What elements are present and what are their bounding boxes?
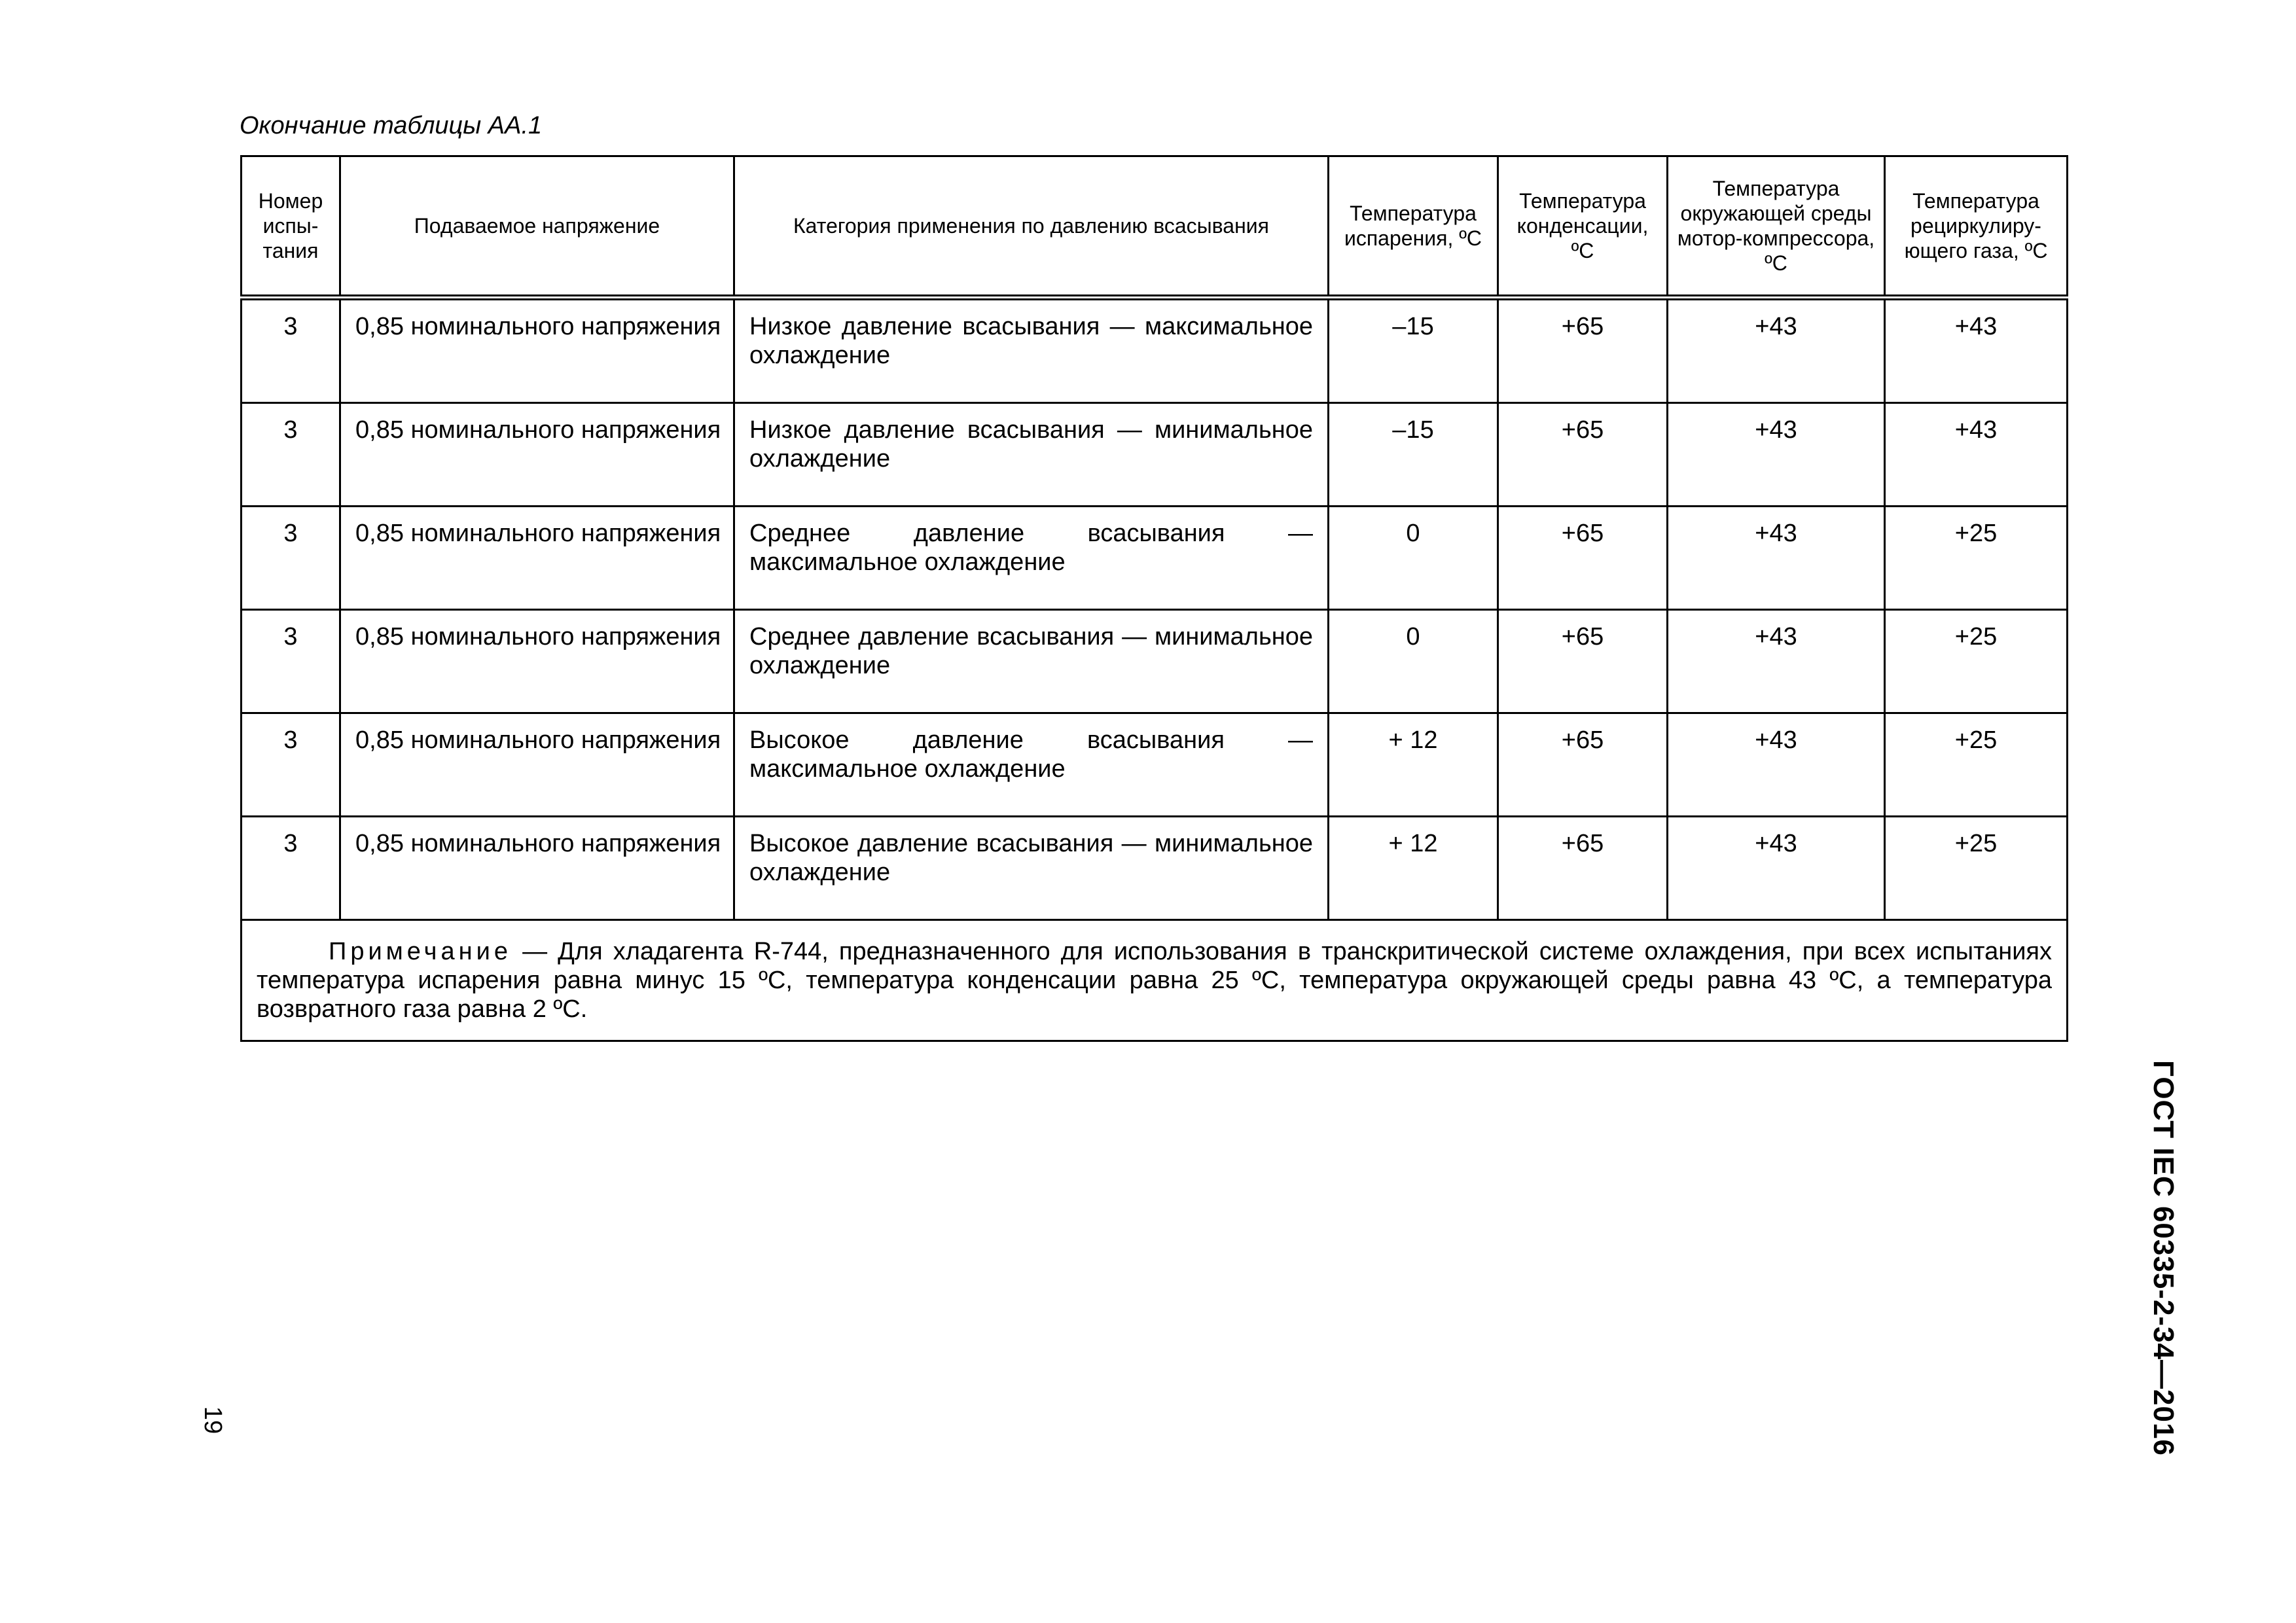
test-conditions-table — [240, 155, 2068, 1042]
cell-evaporating-temp: 0 — [1329, 610, 1498, 713]
note-label: Примечание — [329, 938, 512, 965]
cell-voltage: 0,85 номинального напряжения — [340, 507, 734, 610]
cell-category: Высокое давление всасывания — минимальное охлаждение — [734, 817, 1329, 920]
cell-evaporating-temp: + 12 — [1329, 817, 1498, 920]
header-supply-voltage: Подаваемое напряжение — [340, 156, 734, 298]
header-test-number: Номер испы-тания — [242, 156, 340, 298]
table-row — [242, 298, 2068, 403]
cell-test-number: 3 — [242, 817, 340, 920]
header-evaporating-temperature: Температура испарения, ºС — [1329, 156, 1498, 298]
cell-category: Высокое давление всасывания — максимальное охлаждение — [734, 713, 1329, 817]
cell-ambient-temp: +43 — [1668, 507, 1885, 610]
cell-return-gas-temp: +25 — [1885, 817, 2068, 920]
header-ambient-temperature: Температура окружающей среды мотор-компрессора, ºС — [1668, 156, 1885, 298]
cell-condensing-temp: +65 — [1498, 610, 1668, 713]
cell-return-gas-temp: +25 — [1885, 507, 2068, 610]
note-text: — Для хладагента R-744, предназначенного для использования в транскритической системе охлаждения, при всех испытаниях температура испарения равна минус 15 ºС, температура конденсации равна 25 ºС, температура окружающей среды равна 43 ºС, а температура возвратного газа равна 2 ºС. — [257, 938, 2052, 1023]
cell-voltage: 0,85 номинального напряжения — [340, 817, 734, 920]
cell-condensing-temp: +65 — [1498, 713, 1668, 817]
cell-ambient-temp: +43 — [1668, 610, 1885, 713]
cell-ambient-temp: +43 — [1668, 298, 1885, 403]
cell-voltage: 0,85 номинального напряжения — [340, 403, 734, 507]
cell-evaporating-temp: –15 — [1329, 403, 1498, 507]
cell-return-gas-temp: +43 — [1885, 298, 2068, 403]
table-caption: Окончание таблицы АА.1 — [240, 112, 543, 139]
table-note-row — [242, 920, 2068, 1041]
cell-category: Низкое давление всасывания — максимальное охлаждение — [734, 298, 1329, 403]
page-number: 19 — [199, 1406, 227, 1435]
cell-ambient-temp: +43 — [1668, 403, 1885, 507]
cell-voltage: 0,85 номинального напряжения — [340, 298, 734, 403]
cell-test-number: 3 — [242, 403, 340, 507]
header-suction-pressure-category: Категория применения по давлению всасывания — [734, 156, 1329, 298]
table-note — [242, 920, 2068, 1041]
cell-ambient-temp: +43 — [1668, 817, 1885, 920]
table-row — [242, 817, 2068, 920]
cell-evaporating-temp: + 12 — [1329, 713, 1498, 817]
table-row — [242, 403, 2068, 507]
cell-test-number: 3 — [242, 507, 340, 610]
cell-evaporating-temp: 0 — [1329, 507, 1498, 610]
cell-condensing-temp: +65 — [1498, 507, 1668, 610]
cell-ambient-temp: +43 — [1668, 713, 1885, 817]
cell-return-gas-temp: +25 — [1885, 610, 2068, 713]
cell-return-gas-temp: +43 — [1885, 403, 2068, 507]
standard-designation: ГОСТ IEC 60335-2-34—2016 — [2147, 1060, 2179, 1456]
cell-category: Среднее давление всасывания — максимальное охлаждение — [734, 507, 1329, 610]
table-row — [242, 713, 2068, 817]
table-row — [242, 507, 2068, 610]
cell-condensing-temp: +65 — [1498, 403, 1668, 507]
cell-condensing-temp: +65 — [1498, 298, 1668, 403]
table-header-row — [242, 156, 2068, 298]
cell-category: Низкое давление всасывания — минимальное охлаждение — [734, 403, 1329, 507]
header-return-gas-temperature: Температура рециркулиру-ющего газа, ºС — [1885, 156, 2068, 298]
cell-test-number: 3 — [242, 610, 340, 713]
cell-voltage: 0,85 номинального напряжения — [340, 713, 734, 817]
cell-test-number: 3 — [242, 713, 340, 817]
cell-condensing-temp: +65 — [1498, 817, 1668, 920]
cell-return-gas-temp: +25 — [1885, 713, 2068, 817]
cell-test-number: 3 — [242, 298, 340, 403]
cell-category: Среднее давление всасывания — минимальное охлаждение — [734, 610, 1329, 713]
table-row — [242, 610, 2068, 713]
cell-evaporating-temp: –15 — [1329, 298, 1498, 403]
cell-voltage: 0,85 номинального напряжения — [340, 610, 734, 713]
header-condensing-temperature: Температура конденсации, ºС — [1498, 156, 1668, 298]
